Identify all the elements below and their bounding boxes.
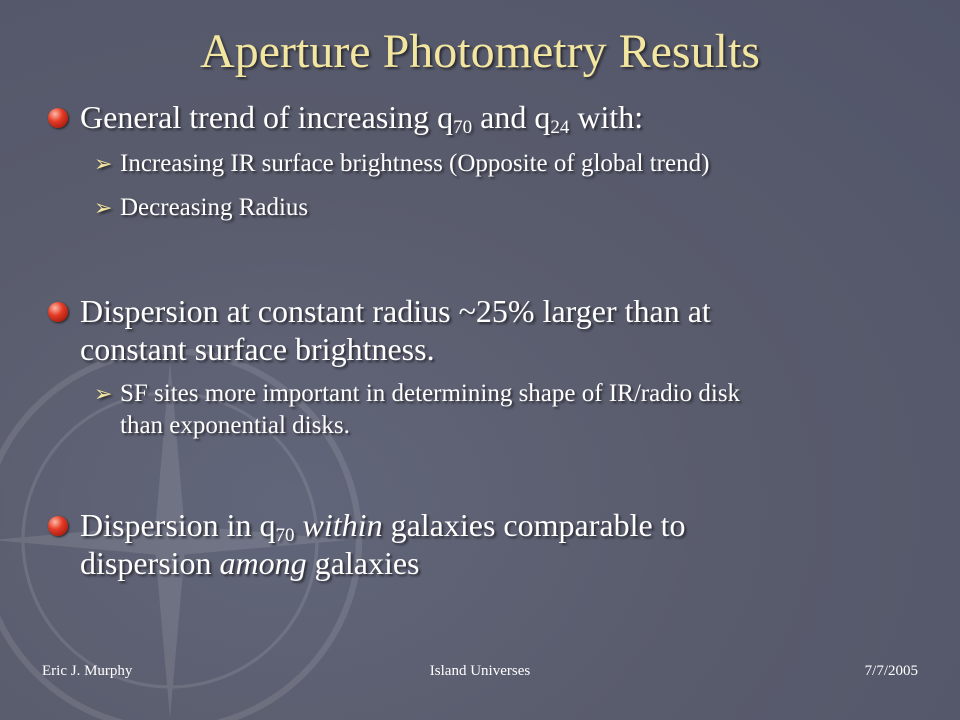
bullet-text: Dispersion in q bbox=[80, 507, 276, 543]
bullet-item-2 bbox=[44, 292, 924, 368]
slide-title: Aperture Photometry Results bbox=[200, 25, 760, 78]
bullet-text bbox=[295, 507, 303, 543]
bullet-text: dispersion bbox=[80, 545, 220, 581]
sub-bullet-text: Decreasing Radius bbox=[120, 194, 309, 221]
slide-content bbox=[44, 98, 924, 582]
bullet-text: and q bbox=[472, 99, 551, 135]
italic-text: within bbox=[302, 507, 383, 543]
arrow-bullet-icon: ➢ bbox=[94, 152, 113, 177]
bullet-text-line-2 bbox=[80, 544, 924, 582]
bullet-text-line-2: constant surface brightness. bbox=[80, 331, 435, 367]
subscript: 24 bbox=[550, 117, 570, 138]
footer-event: Island Universes bbox=[429, 663, 531, 679]
sub-bullet-text: Increasing IR surface brightness (Opposite of global trend) bbox=[120, 150, 710, 177]
subscript: 70 bbox=[453, 117, 473, 138]
italic-text: among bbox=[219, 545, 307, 581]
arrow-bullet-icon: ➢ bbox=[94, 382, 113, 407]
bullet-text: galaxies bbox=[306, 545, 420, 581]
red-bullet-icon bbox=[48, 108, 68, 128]
sub-bullet-1-2 bbox=[44, 192, 924, 224]
bullet-item-3 bbox=[44, 506, 924, 582]
sub-bullet-text-line-2: than exponential disks. bbox=[120, 412, 350, 439]
sub-bullet-1-1 bbox=[44, 148, 924, 180]
sub-bullet-text-line-1: SF sites more important in determining shape of IR/radio disk bbox=[120, 380, 741, 407]
red-bullet-icon bbox=[48, 516, 68, 536]
arrow-bullet-icon: ➢ bbox=[94, 196, 113, 221]
footer-date: 7/7/2005 bbox=[864, 663, 918, 679]
red-bullet-icon bbox=[48, 302, 68, 322]
bullet-item-1 bbox=[44, 98, 924, 136]
footer-author: Eric J. Murphy bbox=[42, 663, 133, 679]
bullet-text-line-1: Dispersion at constant radius ~25% larger than at bbox=[80, 293, 711, 329]
subscript: 70 bbox=[275, 525, 295, 546]
bullet-text: with: bbox=[569, 99, 644, 135]
bullet-text: General trend of increasing q bbox=[80, 99, 454, 135]
bullet-text: galaxies comparable to bbox=[382, 507, 686, 543]
bullet-text-line-1 bbox=[80, 506, 924, 544]
sub-bullet-2-1 bbox=[44, 378, 924, 442]
